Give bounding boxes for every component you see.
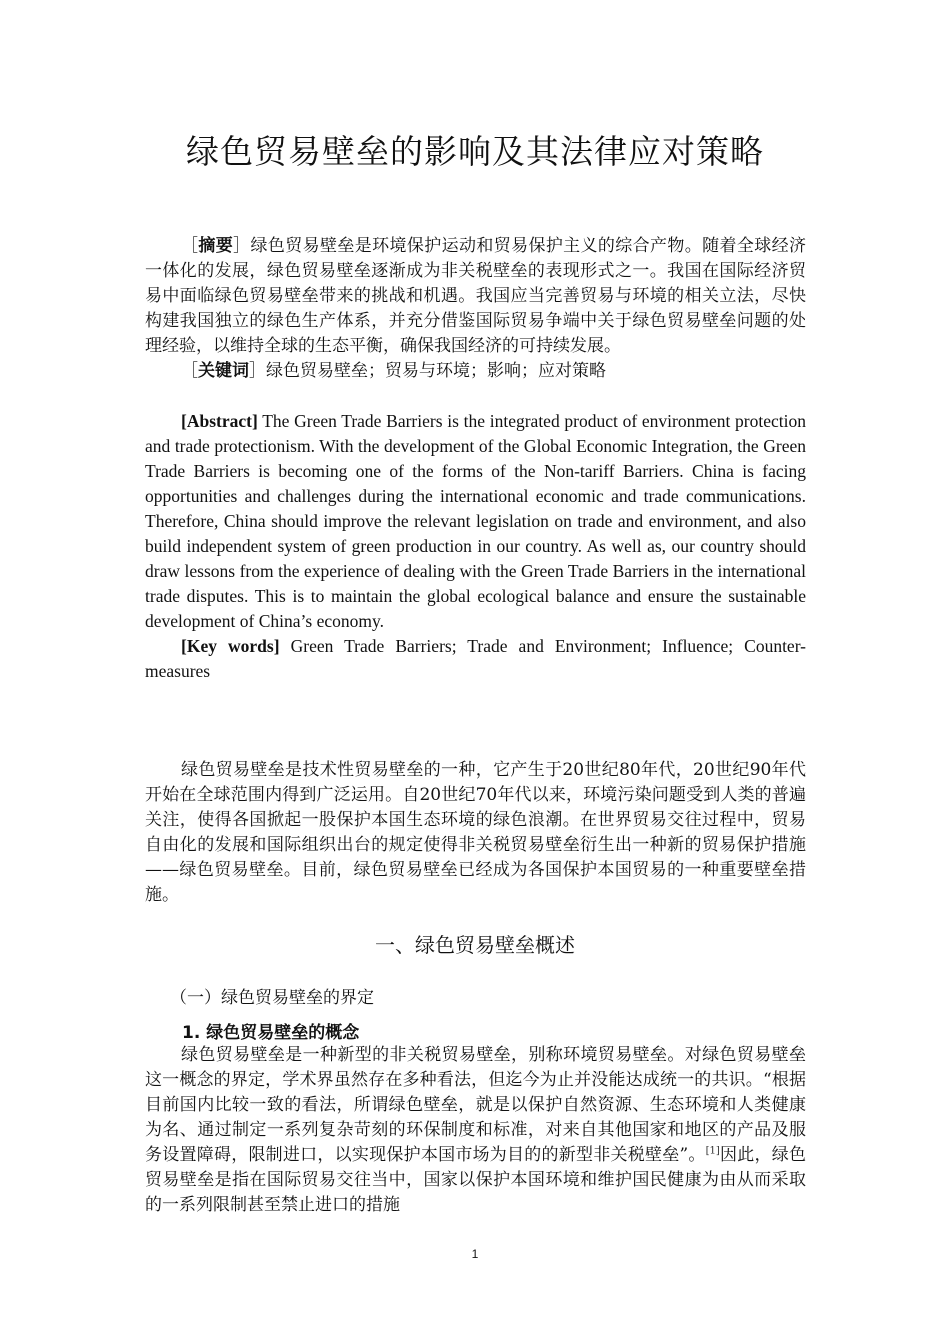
abstract-cn-paragraph [145, 234, 806, 359]
abstract-en-label: [Abstract] [181, 411, 258, 431]
bracket-open: ［ [181, 361, 198, 381]
subsection-heading: （一）绿色贸易壁垒的界定 [170, 988, 374, 1008]
abstract-cn-label: 摘要 [198, 236, 234, 256]
concept-paragraph [145, 1043, 806, 1218]
page-number: 1 [471, 1247, 479, 1261]
intro-paragraph: 绿色贸易壁垒是技术性贸易壁垒的一种，它产生于20世纪80年代，20世纪90年代开始在全球范围内得到广泛运用。自20世纪70年代以来，环境污染问题受到人类的普遍关注，使得各国掀起一股保护本国生态环境的绿色浪潮。在世界贸易交往过程中，贸易自由化的发展和国际组织出台的规定使得非关税贸易壁垒衍生出一种新的贸易保护措施——绿色贸易壁垒。目前，绿色贸易壁垒已经成为各国保护本国贸易的一种重要壁垒措施。 [145, 760, 806, 905]
keywords-en-label: [Key words] [181, 636, 280, 656]
keywords-cn-label: 关键词 [198, 361, 249, 381]
intro-section [145, 758, 806, 908]
keywords-en-text: Green Trade Barriers; Trade and Environment; Influence; Counter-measures [145, 636, 807, 681]
page-title: 绿色贸易壁垒的影响及其法律应对策略 [186, 132, 764, 171]
abstract-en-text: The Green Trade Barriers is the integrated product of environment protection and trade protectionism. With the development of the Global Economic Integration, the Green Trade Barriers is becoming one of the forms of the Non-tariff Barriers. China is facing opportunities and challenges during the international economic and trade communications. Therefore, China should improve the relevant legislation on trade and environment, and also build independent system of green production in our country. As well as, our country should draw lessons from the experience of dealing with the Green Trade Barriers in the international trade disputes. This is to maintain the global ecological balance and ensure the sustainable development of China’s economy. [145, 411, 807, 631]
concept-text-after: 因此，绿色贸易壁垒是指在国际贸易交往当中，国家以保护本国环境和维护国民健康为由从而采取的一系列限制甚至禁止进口的措施 [145, 1145, 806, 1215]
abstract-en-paragraph [145, 409, 806, 634]
abstract-cn-section [145, 234, 806, 384]
keywords-en-paragraph [145, 634, 806, 684]
keywords-cn-text: 绿色贸易壁垒；贸易与环境；影响；应对策略 [266, 361, 606, 381]
abstract-cn-text: 绿色贸易壁垒是环境保护运动和贸易保护主义的综合产物。随着全球经济一体化的发展，绿色贸易壁垒逐渐成为非关税壁垒的表现形式之一。我国在国际经济贸易中面临绿色贸易壁垒带来的挑战和机遇。我国应当完善贸易与环境的相关立法，尽快构建我国独立的绿色生产体系，并充分借鉴国际贸易争端中关于绿色贸易壁垒问题的处理经验，以维持全球的生态平衡，确保我国经济的可持续发展。 [145, 236, 807, 356]
bracket-close: ］ [233, 236, 251, 256]
concept-section [145, 1043, 806, 1218]
concept-text-before: 绿色贸易壁垒是一种新型的非关税贸易壁垒，别称环境贸易壁垒。对绿色贸易壁垒这一概念的界定，学术界虽然存在多种看法，但迄今为止并没能达成统一的共识。“根据目前国内比较一致的看法，所谓绿色壁垒，就是以保护自然资源、生态环境和人类健康为名、通过制定一系列复杂苛刻的环保制度和标准，对来自其他国家和地区的产品及服务设置障碍，限制进口，以实现保护本国市场为目的的新型非关税壁垒”。 [145, 1045, 806, 1165]
bracket-close: ］ [249, 361, 266, 381]
citation-marker[interactable]: [1] [705, 1145, 720, 1157]
abstract-en-section [145, 409, 806, 684]
bracket-open: ［ [181, 236, 199, 256]
item-heading: 1. 绿色贸易壁垒的概念 [182, 1023, 360, 1043]
keywords-cn-paragraph [145, 359, 806, 384]
section-heading: 一、绿色贸易壁垒概述 [375, 933, 575, 957]
